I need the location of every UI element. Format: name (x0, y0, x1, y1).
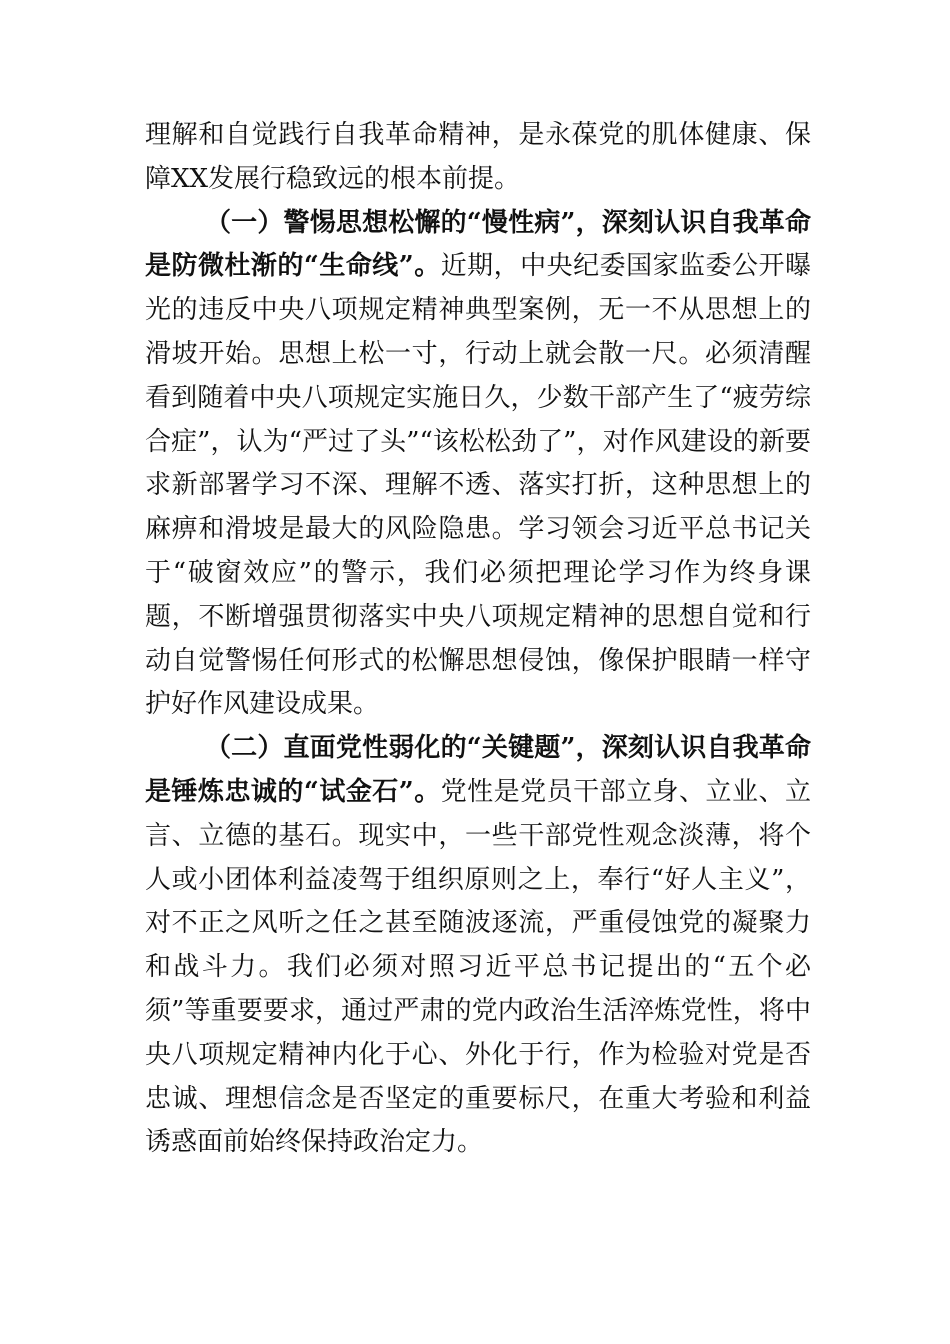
document-body (145, 114, 811, 1165)
paragraph-intro-tail (145, 114, 811, 202)
paragraph-body: 理解和自觉践行自我革命精神，是永葆党的肌体健康、保障XX发展行稳致远的根本前提。 (145, 120, 811, 194)
paragraph-section-2 (145, 727, 811, 1165)
paragraph-body: 近期，中央纪委国家监委公开曝光的违反中央八项规定精神典型案例，无一不从思想上的滑坡开始。思想上松一寸，行动上就会散一尺。必须清醒看到随着中央八项规定实施日久，少数干部产生了“疲劳综合症”，认为“严过了头”“该松松劲了”，对作风建设的新要求新部署学习不深、理解不透、落实打折，这种思想上的麻痹和滑坡是最大的风险隐患。学习领会习近平总书记关于“破窗效应”的警示，我们必须把理论学习作为终身课题，不断增强贯彻落实中央八项规定精神的思想自觉和行动自觉警惕任何形式的松懈思想侵蚀，像保护眼睛一样守护好作风建设成果。 (145, 251, 811, 720)
paragraph-section-1 (145, 202, 811, 728)
section-heading: （一）警惕思想松懈的“慢性病”，深刻认识自我革命是防微杜渐的“生命线”。 (145, 207, 811, 282)
paragraph-body: 党性是党员干部立身、立业、立言、立德的基石。现实中，一些干部党性观念淡薄，将个人或小团体利益凌驾于组织原则之上，奉行“好人主义”，对不正之风听之任之甚至随波逐流，严重侵蚀党的凝聚力和战斗力。我们必须对照习近平总书记提出的“五个必须”等重要要求，通过严肃的党内政治生活淬炼党性，将中央八项规定精神内化于心、外化于行，作为检验对党是否忠诚、理想信念是否坚定的重要标尺，在重大考验和利益诱惑面前始终保持政治定力。 (145, 776, 811, 1158)
section-heading: （二）直面党性弱化的“关键题”，深刻认识自我革命是锤炼忠诚的“试金石”。 (145, 733, 811, 807)
